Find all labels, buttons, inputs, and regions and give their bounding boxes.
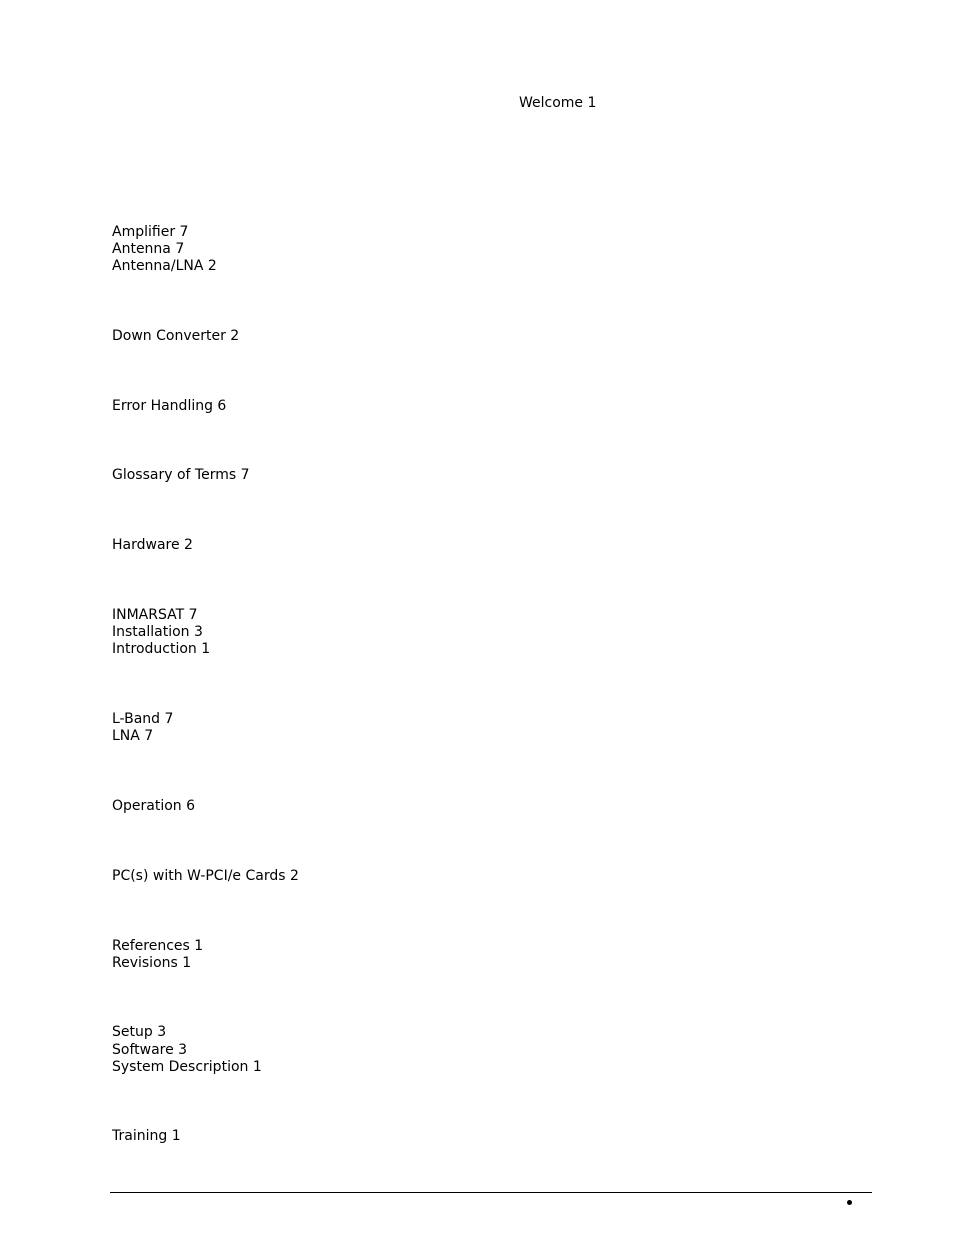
index-entry: Introduction 1 [112,641,211,657]
index-entry: Revisions 1 [112,955,192,971]
index-entry: System Description 1 [112,1059,262,1075]
index-entry: INMARSAT 7 [112,607,198,623]
index-entry: Installation 3 [112,624,203,640]
index-entry: Amplifier 7 [112,224,189,240]
index-entry: Glossary of Terms 7 [112,467,250,483]
index-entry: Setup 3 [112,1024,167,1040]
index-entry: Operation 6 [112,798,196,814]
index-entry: References 1 [112,938,204,954]
index-entry: Antenna/LNA 2 [112,258,217,274]
index-entry: PC(s) with W-PCI/e Cards 2 [112,868,299,884]
index-entry-welcome: Welcome 1 [519,95,597,111]
index-entry: L-Band 7 [112,711,174,727]
index-entry: Software 3 [112,1042,188,1058]
index-entry: Down Converter 2 [112,328,240,344]
footer-divider [110,1192,872,1193]
index-entry: Antenna 7 [112,241,185,257]
index-entry: Training 1 [112,1128,181,1144]
bullet-icon [847,1200,852,1205]
index-entry: Hardware 2 [112,537,193,553]
index-entry: LNA 7 [112,728,154,744]
index-entry: Error Handling 6 [112,398,227,414]
